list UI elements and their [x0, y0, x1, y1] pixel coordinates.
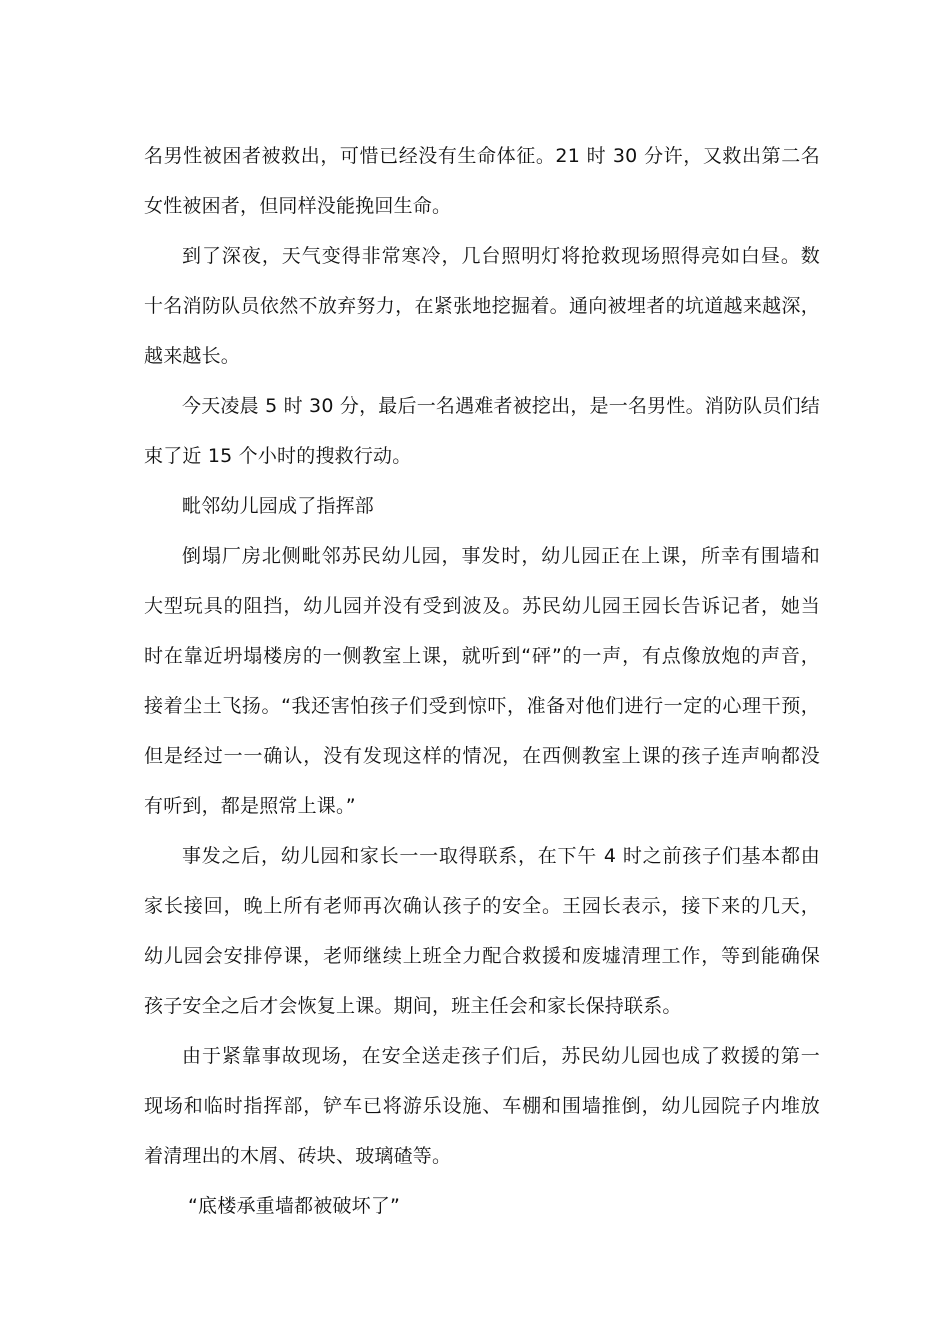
article-body [144, 131, 820, 1231]
section-heading: “底楼承重墙都被破坏了” [188, 1195, 401, 1217]
text-line: 现场和临时指挥部，铲车已将游乐设施、车棚和围墙推倒，幼儿园院子内堆放 [144, 1095, 820, 1117]
text-line: 有听到，都是照常上课。” [144, 795, 356, 817]
text-line: 接着尘土飞扬。“我还害怕孩子们受到惊吓，准备对他们进行一定的心理干预， [144, 695, 820, 717]
text-line: 家长接回，晚上所有老师再次确认孩子的安全。王园长表示，接下来的几天， [144, 895, 820, 917]
paragraph-start: 今天凌晨 5 时 30 分，最后一名遇难者被挖出，是一名男性。消防队员们结 [182, 395, 820, 417]
text-line: 但是经过一一确认，没有发现这样的情况，在西侧教室上课的孩子连声响都没 [144, 745, 820, 767]
text-line: 十名消防队员依然不放弃努力，在紧张地挖掘着。通向被埋者的坑道越来越深， [144, 295, 820, 317]
paragraph-start: 倒塌厂房北侧毗邻苏民幼儿园，事发时，幼儿园正在上课，所幸有围墙和 [182, 545, 820, 567]
text-line: 束了近 15 个小时的搜救行动。 [144, 445, 412, 467]
text-line: 孩子安全之后才会恢复上课。期间，班主任会和家长保持联系。 [144, 995, 682, 1017]
section-heading: 毗邻幼儿园成了指挥部 [182, 495, 375, 517]
text-line: 着清理出的木屑、砖块、玻璃碴等。 [144, 1145, 452, 1167]
paragraph-start: 到了深夜，天气变得非常寒冷，几台照明灯将抢救现场照得亮如白昼。数 [182, 245, 820, 267]
paragraph-start: 由于紧靠事故现场，在安全送走孩子们后，苏民幼儿园也成了救援的第一 [182, 1045, 820, 1067]
text-line: 越来越长。 [144, 345, 241, 367]
text-line: 幼儿园会安排停课，老师继续上班全力配合救援和废墟清理工作，等到能确保 [144, 945, 820, 967]
text-line: 名男性被困者被救出，可惜已经没有生命体征。21 时 30 分许，又救出第二名 [144, 145, 820, 167]
text-line: 时在靠近坍塌楼房的一侧教室上课，就听到“砰”的一声，有点像放炮的声音， [144, 645, 820, 667]
paragraph-start: 事发之后，幼儿园和家长一一取得联系，在下午 4 时之前孩子们基本都由 [182, 845, 820, 867]
text-line: 大型玩具的阻挡，幼儿园并没有受到波及。苏民幼儿园王园长告诉记者，她当 [144, 595, 820, 617]
text-line: 女性被困者，但同样没能挽回生命。 [144, 195, 452, 217]
